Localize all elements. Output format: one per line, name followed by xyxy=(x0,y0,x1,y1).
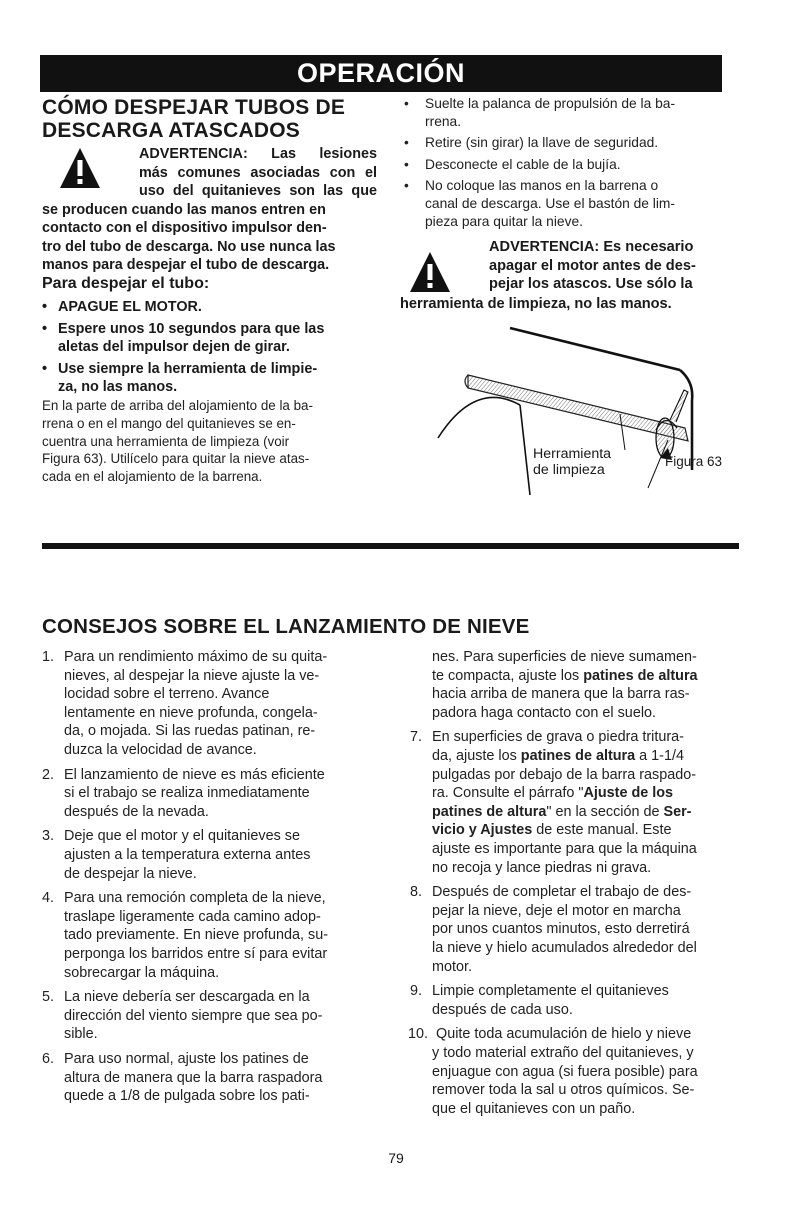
right-warning-indent xyxy=(489,238,734,294)
section-divider xyxy=(42,543,739,549)
tip-line: no recoja y lance piedras ni grava. xyxy=(432,859,652,876)
warning-line: manos para despejar el tubo de descarga. xyxy=(42,257,330,273)
tip-number: 1. xyxy=(42,649,55,665)
tip-line: después de la nevada. xyxy=(64,803,209,820)
tip-line: remover toda la sal u otros químicos. Se- xyxy=(432,1082,695,1099)
tip-line: nieves, al despejar la nieve ajuste la ve- xyxy=(64,667,320,684)
bullet-line: canal de descarga. Use el bastón de lim- xyxy=(425,196,676,212)
bullet-line: pieza para quitar la nieve. xyxy=(425,214,583,230)
tip-line: Después de completar el trabajo de des- xyxy=(432,884,692,901)
bullet-line: APAGUE EL MOTOR. xyxy=(58,299,202,315)
title-line: CÓMO DESPEJAR TUBOS DE xyxy=(42,96,346,119)
warning-line: tro del tubo de descarga. No use nunca las xyxy=(42,238,336,255)
tip-line: locidad sobre el terreno. Avance xyxy=(64,686,270,703)
tips-column-left xyxy=(42,648,382,1118)
cleanout-paragraph xyxy=(42,397,382,486)
tip-line: traslape ligeramente cada camino adop- xyxy=(64,908,321,925)
warning-text-indent xyxy=(139,145,377,201)
tip-line: padora haga contacto con el suelo. xyxy=(432,704,657,721)
warning-line: se producen cuando las manos entren en xyxy=(42,201,326,218)
tip-line: dirección del viento siempre que sea po- xyxy=(64,1007,323,1024)
bullet-line: No coloque las manos en la barrena o xyxy=(425,177,659,193)
tip-line: sobrecargar la máquina. xyxy=(64,964,220,981)
tips-column-right xyxy=(410,648,750,1118)
tip-line: El lanzamiento de nieve es más eficiente xyxy=(64,766,325,783)
warning-line: ADVERTENCIA: Las lesiones xyxy=(139,146,377,162)
left-bullets xyxy=(42,298,382,397)
warning-line: contacto con el dispositivo impulsor den- xyxy=(42,220,327,236)
tip-line: sible. xyxy=(64,1026,98,1043)
bullet-line: aletas del impulsor dejen de girar. xyxy=(58,339,290,355)
tip-number: 9. xyxy=(410,983,423,1000)
para-line: En la parte de arriba del alojamiento de la ba- xyxy=(42,398,313,413)
tip-line: ajusten a la temperatura externa antes xyxy=(64,846,311,863)
bullet-item: • APAGUE EL MOTOR. xyxy=(42,298,382,317)
figure-label-line: Herramienta xyxy=(533,446,612,462)
tip-line: da, o mojada. Si las ruedas patinan, re- xyxy=(64,723,316,740)
tip-line: que el quitanieves con un paño. xyxy=(432,1100,636,1117)
tip-line: enjuague con agua (si fuera posible) para xyxy=(432,1063,698,1080)
tip-line: ajuste es importante para que la máquina xyxy=(432,840,697,857)
tip-line: Quite toda acumulación de hielo y nieve xyxy=(436,1026,692,1043)
bullet-line: Use siempre la herramienta de limpie- xyxy=(58,360,318,377)
tip-line: da, ajuste los patines de altura a 1-1/4 xyxy=(432,747,684,764)
title-line: DESCARGA ATASCADOS xyxy=(42,119,300,142)
tip-line: duzca la velocidad de avance. xyxy=(64,742,257,758)
tip-number: 4. xyxy=(42,890,55,907)
tip-line: si el trabajo se realiza inmediatamente xyxy=(64,785,310,802)
tip-line: te compacta, ajuste los patines de altura xyxy=(432,667,698,684)
tip-line: Para uso normal, ajuste los patines de xyxy=(64,1051,309,1067)
bullet-line: za, no las manos. xyxy=(58,379,178,395)
bullet-line: Retire (sin girar) la llave de seguridad. xyxy=(425,135,659,151)
warning-line: apagar el motor antes de des- xyxy=(489,257,696,274)
page-number: 79 xyxy=(388,1150,404,1166)
subhead: Para despejar el tubo: xyxy=(42,275,210,292)
right-bullets xyxy=(404,95,744,231)
tip-number: 8. xyxy=(410,884,423,901)
tip-number: 3. xyxy=(42,828,55,845)
figure-label xyxy=(533,446,611,478)
tip-line: La nieve debería ser descargada en la xyxy=(64,989,310,1006)
tip-line: Deje que el motor y el quitanieves se xyxy=(64,828,300,845)
tip-line: patines de altura" en la sección de Ser- xyxy=(432,803,692,820)
tip-line: pulgadas por debajo de la barra raspado- xyxy=(432,766,697,783)
tip-line: la nieve y hielo acumulados alrededor del xyxy=(432,939,697,956)
section-banner: OPERACIÓN xyxy=(40,55,722,92)
tip-number: 2. xyxy=(42,766,55,783)
tip-number: 6. xyxy=(42,1051,55,1067)
bullet-line: Suelte la palanca de propulsión de la ba- xyxy=(425,96,676,111)
tip-line: después de cada uso. xyxy=(432,1001,573,1018)
warning-line: ADVERTENCIA: Es necesario xyxy=(489,239,694,255)
bullet-line: Espere unos 10 segundos para que las xyxy=(58,320,325,337)
warning-text-full xyxy=(42,201,377,275)
tip-line: tado previamente. En nieve profunda, su- xyxy=(64,927,328,944)
bullet-item: • Suelte la palanca de propulsión de la ba- rrena. xyxy=(404,95,744,131)
tip-line: perponga los barridos entre sí para evitar xyxy=(64,945,328,962)
tip-line: pejar la nieve, deje el motor en marcha xyxy=(432,902,681,919)
tip-line: ra. Consulte el párrafo "Ajuste de los xyxy=(432,785,674,802)
bullet-item: • Desconecte el cable de la bujía. xyxy=(404,156,744,174)
tip-line: altura de manera que la barra raspadora xyxy=(64,1069,323,1086)
bullet-item: • Use siempre la herramienta de limpie- za, no las manos. xyxy=(42,360,382,397)
tip-line: hacia arriba de manera que la barra ras- xyxy=(432,686,690,703)
tip-line: En superficies de grava o piedra tritura- xyxy=(432,729,684,746)
tip-line: Limpie completamente el quitanieves xyxy=(432,983,669,1000)
tip-line: y todo material extraño del quitanieves, y xyxy=(432,1044,694,1061)
tip-number: 10. xyxy=(408,1026,429,1043)
warning-line: pejar los atascos. Use sólo la xyxy=(489,276,693,292)
para-line: cada en el alojamiento de la barrena. xyxy=(42,469,263,485)
tip-line: Para una remoción completa de la nieve, xyxy=(64,890,326,907)
warning-triangle-icon xyxy=(58,146,102,190)
tip-line: quede a 1/8 de pulgada sobre los pati- xyxy=(64,1088,310,1105)
tip-number: 5. xyxy=(42,989,55,1006)
bullet-item: • Retire (sin girar) la llave de seguridad. xyxy=(404,134,744,152)
left-section-title xyxy=(42,96,382,142)
bullet-item: • No coloque las manos en la barrena o canal de descarga. Use el bastón de lim- pieza para quitar la nieve. xyxy=(404,177,744,232)
figure-caption: Figura 63 xyxy=(665,454,723,469)
warning-triangle-icon xyxy=(408,250,452,294)
tip-line: lentamente en nieve profunda, congela- xyxy=(64,704,318,721)
tips-title: CONSEJOS SOBRE EL LANZAMIENTO DE NIEVE xyxy=(42,615,530,638)
bullet-line: rrena. xyxy=(425,114,462,130)
tip-line: por unos cuantos minutos, esto derretirá xyxy=(432,921,690,938)
bullet-line: Desconecte el cable de la bujía. xyxy=(425,156,621,172)
para-line: cuentra una herramienta de limpieza (voir xyxy=(42,433,290,449)
para-line: Figura 63). Utilícelo para quitar la nieve atas- xyxy=(42,451,310,467)
tip-line: nes. Para superficies de nieve sumamen- xyxy=(432,649,697,665)
warning-line: más comunes asociadas con el xyxy=(139,164,377,181)
tip-number: 7. xyxy=(410,729,423,746)
tip-line: motor. xyxy=(432,958,472,975)
warning-line: uso del quitanieves son las que xyxy=(139,183,377,199)
bullet-item: • Espere unos 10 segundos para que las aletas del impulsor dejen de girar. xyxy=(42,320,382,357)
tip-line: Para un rendimiento máximo de su quita- xyxy=(64,649,328,665)
tip-line: de despejar la nieve. xyxy=(64,865,197,882)
tip-line: vicio y Ajustes de este manual. Este xyxy=(432,822,672,839)
right-warning-full: herramienta de limpieza, no las manos. xyxy=(400,296,672,312)
para-line: rrena o en el mango del quitanieves se en- xyxy=(42,415,296,431)
figure-label-line: de limpieza xyxy=(533,462,605,478)
